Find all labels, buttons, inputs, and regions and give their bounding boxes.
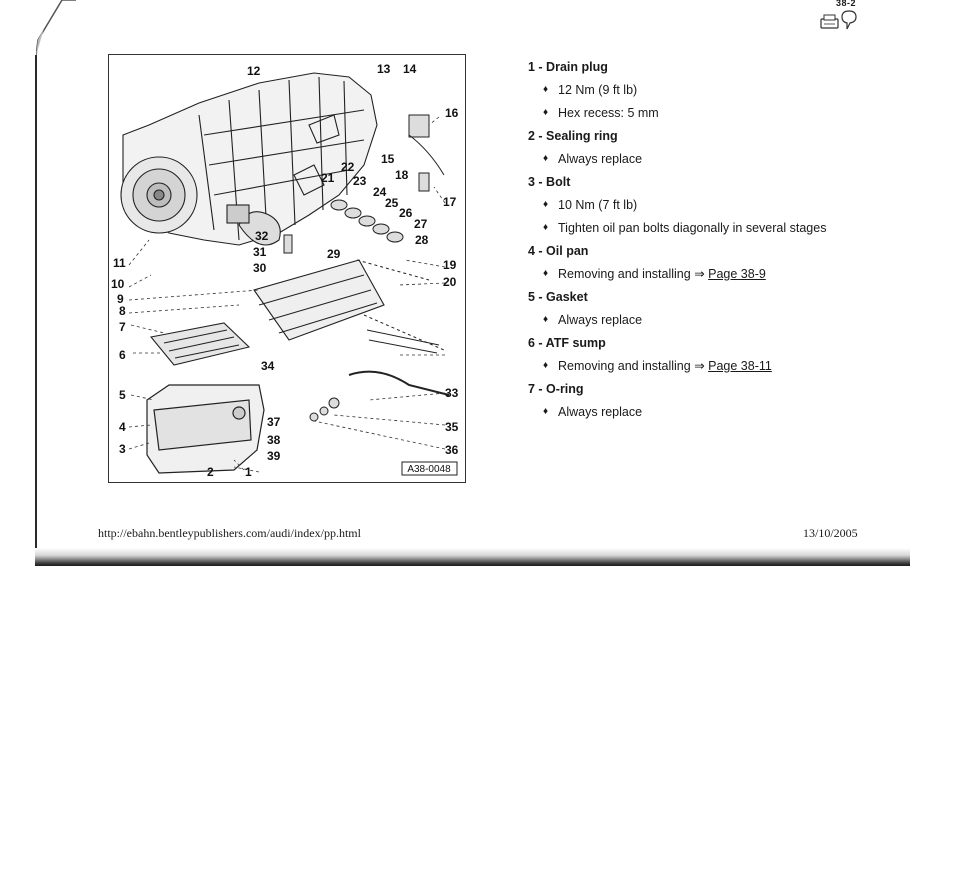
exploded-view-diagram: [108, 54, 466, 483]
callout-38: 38: [267, 433, 281, 447]
part-entry: [528, 380, 888, 426]
page-bottom-edge: [35, 548, 910, 566]
part-detail: ♦ Always replace: [543, 152, 643, 166]
parts-list: [528, 58, 888, 426]
callout-37: 37: [267, 415, 281, 429]
callout-17: 17: [443, 195, 457, 209]
diamond-bullet-icon: ♦: [543, 153, 549, 164]
callout-8: 8: [119, 304, 126, 318]
valve-body: [254, 260, 384, 340]
callout-15: 15: [381, 152, 395, 166]
printer-icon[interactable]: [818, 9, 860, 33]
callout-13: 13: [377, 62, 391, 76]
callout-28: 28: [415, 233, 429, 247]
part-entry: [528, 288, 888, 334]
diamond-bullet-icon: ♦: [543, 107, 549, 118]
callout-2: 2: [207, 465, 214, 479]
callout-7: 7: [119, 320, 126, 334]
callout-10: 10: [111, 277, 125, 291]
part-title: 2 - Sealing ring: [528, 129, 618, 143]
callout-33: 33: [445, 386, 459, 400]
page-38-11-link[interactable]: Page 38-11: [708, 359, 772, 373]
part-title: 5 - Gasket: [528, 290, 588, 304]
callout-26: 26: [399, 206, 413, 220]
callout-35: 35: [445, 420, 459, 434]
part-detail: ♦ Removing and installing ⇒ Page 38-11: [543, 359, 772, 373]
diamond-bullet-icon: ♦: [543, 314, 549, 325]
diamond-bullet-icon: ♦: [543, 84, 549, 95]
part-entry: [528, 334, 888, 380]
callout-21: 21: [321, 171, 335, 185]
callout-18: 18: [395, 168, 409, 182]
callout-34: 34: [261, 359, 275, 373]
callout-22: 22: [341, 160, 355, 174]
page-reference: 38-2: [836, 0, 857, 8]
callout-12: 12: [247, 64, 261, 78]
diamond-bullet-icon: ♦: [543, 268, 549, 279]
part-title: 3 - Bolt: [528, 175, 571, 189]
callout-4: 4: [119, 420, 126, 434]
part-detail: ♦ Always replace: [543, 313, 643, 327]
part-title: 7 - O-ring: [528, 382, 584, 396]
diamond-bullet-icon: ♦: [543, 199, 549, 210]
part-entry: [528, 173, 888, 242]
callout-23: 23: [353, 174, 367, 188]
callout-27: 27: [414, 217, 428, 231]
transmission-housing: [121, 73, 377, 245]
callout-11: 11: [113, 256, 126, 270]
part-entry: [528, 58, 888, 127]
callout-16: 16: [445, 106, 459, 120]
callout-39: 39: [267, 449, 281, 463]
figure-id-label: A38-0048: [407, 464, 451, 475]
callout-3: 3: [119, 442, 126, 456]
callout-9: 9: [117, 292, 124, 306]
oil-pan: [147, 385, 264, 473]
atf-sump-filter: [151, 323, 249, 365]
callout-6: 6: [119, 348, 126, 362]
part-title: 1 - Drain plug: [528, 60, 608, 74]
part-title: 4 - Oil pan: [528, 244, 589, 258]
part-detail: ♦ Tighten oil pan bolts diagonally in several stages: [543, 221, 827, 235]
callout-14: 14: [403, 62, 417, 76]
footer-date: 13/10/2005: [803, 526, 858, 540]
callout-32: 32: [255, 229, 269, 243]
page-left-edge: [35, 55, 37, 565]
part-title: 6 - ATF sump: [528, 336, 606, 350]
callout-31: 31: [253, 245, 267, 259]
callout-36: 36: [445, 443, 459, 457]
callout-30: 30: [253, 261, 267, 275]
diagram-drawing: [109, 55, 465, 482]
callout-24: 24: [373, 185, 387, 199]
callout-19: 19: [443, 258, 457, 272]
callout-25: 25: [385, 196, 399, 210]
part-detail: ♦ Removing and installing ⇒ Page 38-9: [543, 267, 766, 281]
diamond-bullet-icon: ♦: [543, 360, 549, 371]
callout-29: 29: [327, 247, 341, 261]
part-detail: ♦ Hex recess: 5 mm: [543, 106, 659, 120]
callout-1: 1: [245, 465, 252, 479]
part-entry: [528, 242, 888, 288]
diamond-bullet-icon: ♦: [543, 222, 549, 233]
callout-20: 20: [443, 275, 457, 289]
part-detail: ♦ Always replace: [543, 405, 643, 419]
footer-url: http://ebahn.bentleypublishers.com/audi/index/pp.html: [98, 526, 361, 540]
callout-5: 5: [119, 388, 126, 402]
page-corner-fold: [36, 0, 76, 56]
part-detail: ♦ 12 Nm (9 ft lb): [543, 83, 638, 97]
part-entry: [528, 127, 888, 173]
diamond-bullet-icon: ♦: [543, 406, 549, 417]
page-38-9-link[interactable]: Page 38-9: [708, 267, 766, 281]
part-detail: ♦ 10 Nm (7 ft lb): [543, 198, 638, 212]
